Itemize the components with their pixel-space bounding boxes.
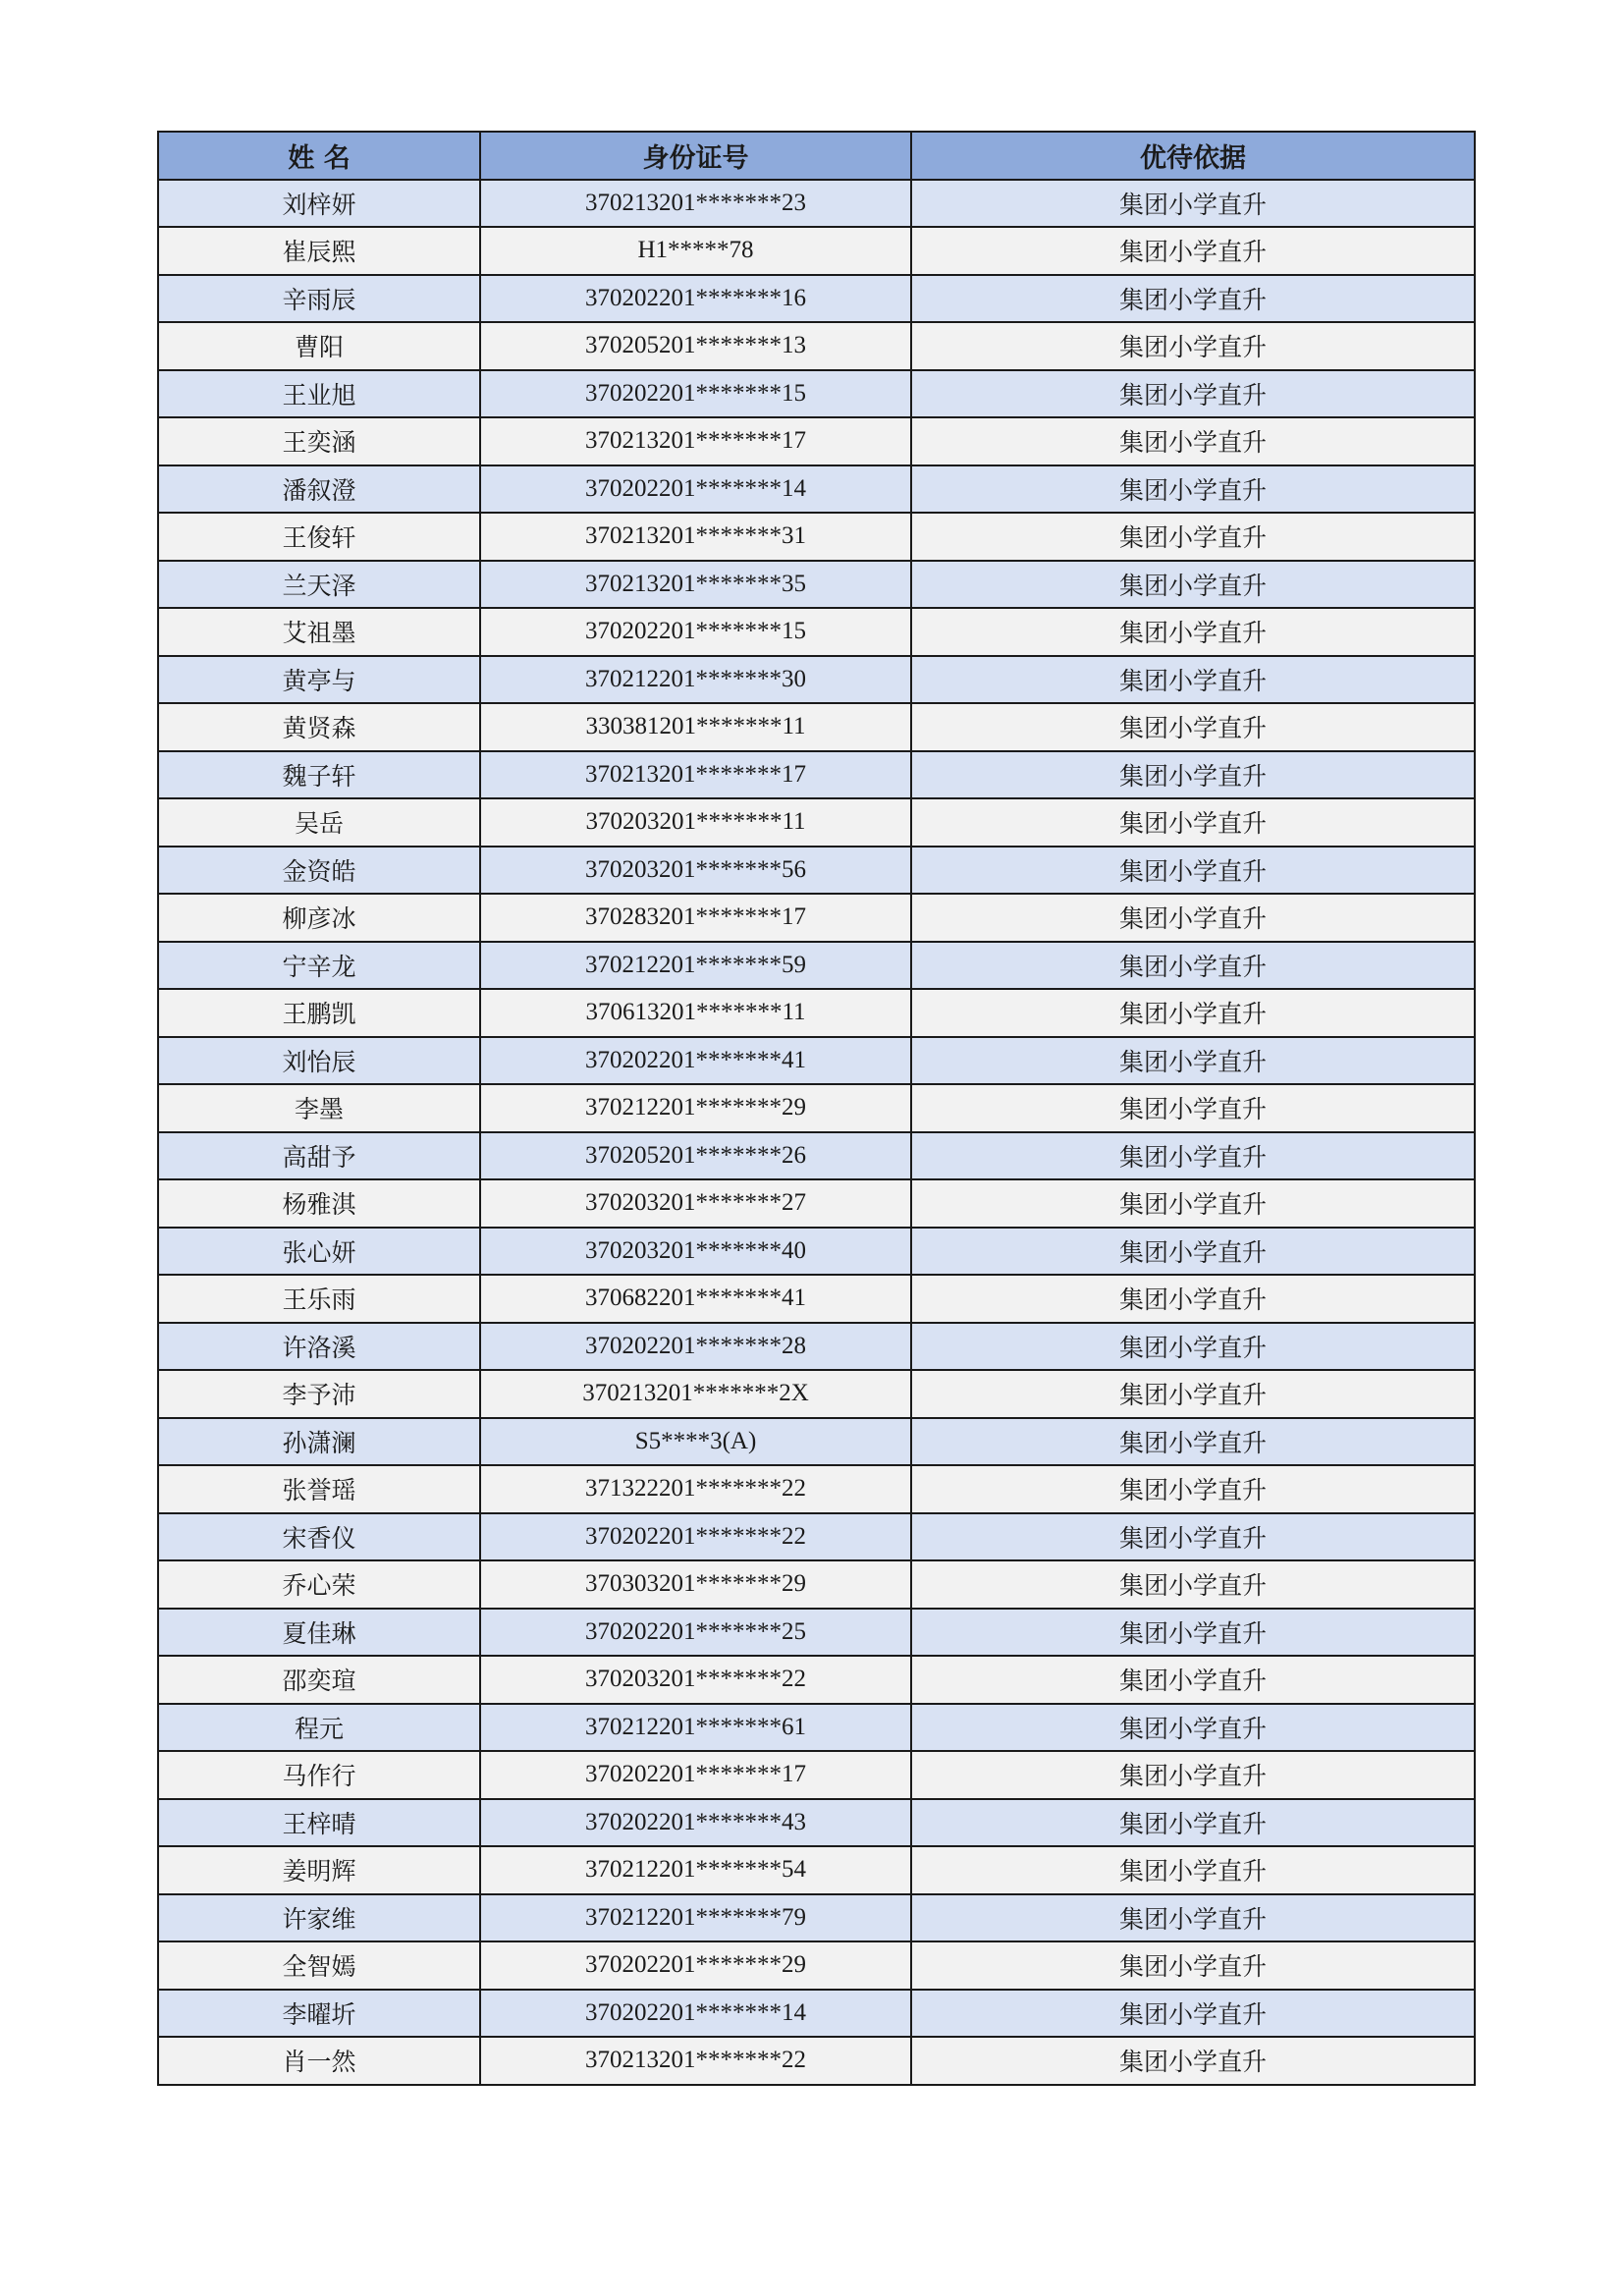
cell-name: 李墨 xyxy=(158,1084,480,1132)
cell-id-number: 370213201*******17 xyxy=(480,417,911,465)
cell-id-number: 370203201*******40 xyxy=(480,1228,911,1276)
cell-basis: 集团小学直升 xyxy=(911,561,1475,609)
cell-basis: 集团小学直升 xyxy=(911,1179,1475,1228)
table-row xyxy=(158,370,1475,418)
cell-basis: 集团小学直升 xyxy=(911,1037,1475,1085)
header-name: 姓 名 xyxy=(158,132,480,180)
table-row xyxy=(158,989,1475,1037)
cell-basis: 集团小学直升 xyxy=(911,942,1475,990)
cell-name: 王梓晴 xyxy=(158,1799,480,1847)
cell-name: 张心妍 xyxy=(158,1228,480,1276)
cell-basis: 集团小学直升 xyxy=(911,227,1475,275)
table-row xyxy=(158,798,1475,847)
cell-basis: 集团小学直升 xyxy=(911,2037,1475,2085)
cell-name: 宁辛龙 xyxy=(158,942,480,990)
cell-id-number: 370213201*******35 xyxy=(480,561,911,609)
table-row xyxy=(158,942,1475,990)
cell-name: 李曜圻 xyxy=(158,1990,480,2038)
cell-basis: 集团小学直升 xyxy=(911,275,1475,323)
cell-basis: 集团小学直升 xyxy=(911,1609,1475,1657)
cell-basis: 集团小学直升 xyxy=(911,1941,1475,1990)
cell-basis: 集团小学直升 xyxy=(911,513,1475,561)
cell-name: 魏子轩 xyxy=(158,751,480,799)
table-row xyxy=(158,1323,1475,1371)
table-row xyxy=(158,751,1475,799)
cell-name: 邵奕瑄 xyxy=(158,1656,480,1704)
cell-basis: 集团小学直升 xyxy=(911,1751,1475,1799)
table-body xyxy=(158,180,1475,2085)
table-row xyxy=(158,1609,1475,1657)
cell-basis: 集团小学直升 xyxy=(911,1465,1475,1513)
table-row xyxy=(158,2037,1475,2085)
table-row xyxy=(158,1704,1475,1752)
cell-name: 杨雅淇 xyxy=(158,1179,480,1228)
cell-id-number: 370202201*******25 xyxy=(480,1609,911,1657)
cell-name: 黄贤森 xyxy=(158,703,480,751)
cell-id-number: 370212201*******30 xyxy=(480,656,911,704)
table-row xyxy=(158,656,1475,704)
cell-id-number: 370283201*******17 xyxy=(480,894,911,942)
cell-basis: 集团小学直升 xyxy=(911,1370,1475,1418)
cell-name: 肖一然 xyxy=(158,2037,480,2085)
table-row xyxy=(158,1275,1475,1323)
cell-basis: 集团小学直升 xyxy=(911,417,1475,465)
cell-name: 潘叙澄 xyxy=(158,465,480,514)
table-row xyxy=(158,180,1475,228)
cell-id-number: 370213201*******23 xyxy=(480,180,911,228)
cell-id-number: 370202201*******29 xyxy=(480,1941,911,1990)
cell-id-number: 370203201*******22 xyxy=(480,1656,911,1704)
cell-basis: 集团小学直升 xyxy=(911,1228,1475,1276)
cell-name: 程元 xyxy=(158,1704,480,1752)
cell-id-number: 370202201*******43 xyxy=(480,1799,911,1847)
cell-id-number: 370202201*******15 xyxy=(480,608,911,656)
cell-id-number: 370613201*******11 xyxy=(480,989,911,1037)
header-id-number: 身份证号 xyxy=(480,132,911,180)
cell-basis: 集团小学直升 xyxy=(911,180,1475,228)
cell-id-number: 370203201*******27 xyxy=(480,1179,911,1228)
cell-id-number: H1*****78 xyxy=(480,227,911,275)
cell-basis: 集团小学直升 xyxy=(911,751,1475,799)
cell-id-number: 370303201*******29 xyxy=(480,1560,911,1609)
cell-id-number: 370213201*******31 xyxy=(480,513,911,561)
cell-basis: 集团小学直升 xyxy=(911,1894,1475,1942)
table-row xyxy=(158,1846,1475,1894)
cell-name: 许家维 xyxy=(158,1894,480,1942)
cell-name: 宋香仪 xyxy=(158,1513,480,1561)
table-row xyxy=(158,1465,1475,1513)
cell-name: 李予沛 xyxy=(158,1370,480,1418)
cell-name: 马作行 xyxy=(158,1751,480,1799)
cell-basis: 集团小学直升 xyxy=(911,656,1475,704)
table-row xyxy=(158,1084,1475,1132)
table-row xyxy=(158,894,1475,942)
cell-name: 黄亭与 xyxy=(158,656,480,704)
table-row xyxy=(158,1751,1475,1799)
cell-id-number: 370202201*******14 xyxy=(480,1990,911,2038)
table-row xyxy=(158,513,1475,561)
cell-name: 张誉瑶 xyxy=(158,1465,480,1513)
cell-basis: 集团小学直升 xyxy=(911,465,1475,514)
cell-id-number: 370203201*******11 xyxy=(480,798,911,847)
cell-basis: 集团小学直升 xyxy=(911,1132,1475,1180)
table-row xyxy=(158,465,1475,514)
cell-basis: 集团小学直升 xyxy=(911,1704,1475,1752)
cell-name: 吴岳 xyxy=(158,798,480,847)
cell-id-number: 370213201*******22 xyxy=(480,2037,911,2085)
cell-basis: 集团小学直升 xyxy=(911,989,1475,1037)
cell-basis: 集团小学直升 xyxy=(911,894,1475,942)
cell-name: 高甜予 xyxy=(158,1132,480,1180)
cell-name: 王乐雨 xyxy=(158,1275,480,1323)
cell-name: 柳彦冰 xyxy=(158,894,480,942)
cell-id-number: 370202201*******14 xyxy=(480,465,911,514)
cell-id-number: 370213201*******2X xyxy=(480,1370,911,1418)
cell-name: 崔辰熙 xyxy=(158,227,480,275)
cell-id-number: 330381201*******11 xyxy=(480,703,911,751)
cell-name: 王业旭 xyxy=(158,370,480,418)
cell-id-number: 370202201*******28 xyxy=(480,1323,911,1371)
cell-name: 刘怡辰 xyxy=(158,1037,480,1085)
table-row xyxy=(158,275,1475,323)
cell-basis: 集团小学直升 xyxy=(911,1084,1475,1132)
cell-name: 许洛溪 xyxy=(158,1323,480,1371)
cell-basis: 集团小学直升 xyxy=(911,798,1475,847)
cell-basis: 集团小学直升 xyxy=(911,1990,1475,2038)
cell-id-number: 370202201*******41 xyxy=(480,1037,911,1085)
cell-basis: 集团小学直升 xyxy=(911,608,1475,656)
table-row xyxy=(158,417,1475,465)
header-basis: 优待依据 xyxy=(911,132,1475,180)
table-row xyxy=(158,608,1475,656)
cell-id-number: 370212201*******54 xyxy=(480,1846,911,1894)
table-row xyxy=(158,1228,1475,1276)
cell-id-number: 370205201*******26 xyxy=(480,1132,911,1180)
table-row xyxy=(158,1799,1475,1847)
cell-name: 夏佳琳 xyxy=(158,1609,480,1657)
cell-name: 艾祖墨 xyxy=(158,608,480,656)
cell-name: 王俊轩 xyxy=(158,513,480,561)
table-row xyxy=(158,227,1475,275)
cell-name: 金资皓 xyxy=(158,847,480,895)
cell-basis: 集团小学直升 xyxy=(911,1560,1475,1609)
cell-name: 兰天泽 xyxy=(158,561,480,609)
table-row xyxy=(158,1894,1475,1942)
table-row xyxy=(158,1513,1475,1561)
cell-name: 孙潇澜 xyxy=(158,1418,480,1466)
cell-id-number: 371322201*******22 xyxy=(480,1465,911,1513)
cell-name: 乔心荣 xyxy=(158,1560,480,1609)
cell-basis: 集团小学直升 xyxy=(911,1418,1475,1466)
table-row xyxy=(158,847,1475,895)
cell-name: 辛雨辰 xyxy=(158,275,480,323)
cell-id-number: 370682201*******41 xyxy=(480,1275,911,1323)
cell-id-number: 370213201*******17 xyxy=(480,751,911,799)
table-row xyxy=(158,1990,1475,2038)
table-row xyxy=(158,1941,1475,1990)
cell-name: 王鹏凯 xyxy=(158,989,480,1037)
cell-basis: 集团小学直升 xyxy=(911,370,1475,418)
cell-id-number: 370212201*******29 xyxy=(480,1084,911,1132)
cell-basis: 集团小学直升 xyxy=(911,1846,1475,1894)
table-row xyxy=(158,1560,1475,1609)
table-row xyxy=(158,322,1475,370)
cell-id-number: 370212201*******79 xyxy=(480,1894,911,1942)
student-table xyxy=(157,131,1476,2086)
cell-id-number: 370202201*******22 xyxy=(480,1513,911,1561)
table-row xyxy=(158,1179,1475,1228)
table-row xyxy=(158,703,1475,751)
cell-basis: 集团小学直升 xyxy=(911,1513,1475,1561)
cell-basis: 集团小学直升 xyxy=(911,1275,1475,1323)
cell-id-number: 370205201*******13 xyxy=(480,322,911,370)
table-row xyxy=(158,1037,1475,1085)
cell-id-number: 370212201*******61 xyxy=(480,1704,911,1752)
cell-basis: 集团小学直升 xyxy=(911,703,1475,751)
cell-id-number: 370202201*******17 xyxy=(480,1751,911,1799)
cell-id-number: S5****3(A) xyxy=(480,1418,911,1466)
cell-name: 曹阳 xyxy=(158,322,480,370)
cell-basis: 集团小学直升 xyxy=(911,322,1475,370)
table-row xyxy=(158,1418,1475,1466)
cell-id-number: 370212201*******59 xyxy=(480,942,911,990)
table-row xyxy=(158,1370,1475,1418)
cell-basis: 集团小学直升 xyxy=(911,847,1475,895)
cell-id-number: 370202201*******15 xyxy=(480,370,911,418)
cell-name: 王奕涵 xyxy=(158,417,480,465)
cell-name: 刘梓妍 xyxy=(158,180,480,228)
table-row xyxy=(158,1656,1475,1704)
cell-id-number: 370203201*******56 xyxy=(480,847,911,895)
cell-name: 全智嫣 xyxy=(158,1941,480,1990)
cell-basis: 集团小学直升 xyxy=(911,1656,1475,1704)
table-row xyxy=(158,1132,1475,1180)
table-row xyxy=(158,561,1475,609)
cell-basis: 集团小学直升 xyxy=(911,1799,1475,1847)
cell-name: 姜明辉 xyxy=(158,1846,480,1894)
cell-basis: 集团小学直升 xyxy=(911,1323,1475,1371)
cell-id-number: 370202201*******16 xyxy=(480,275,911,323)
header-row xyxy=(158,132,1475,180)
